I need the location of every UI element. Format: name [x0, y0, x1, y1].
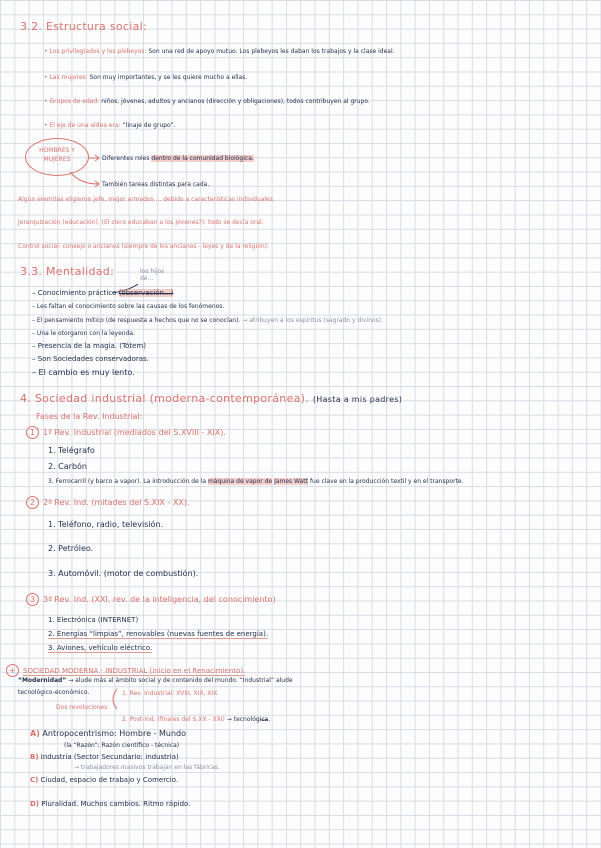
rev3-heading: 3 3ª Rev. Ind. (XXI, rev. de la inteligencia, del conocimiento)	[26, 593, 276, 606]
list-item: – Les faltan el conocimiento sobre las causas de los fenómenos.	[32, 303, 225, 310]
list-item: 3. Ferrocarril (y barco a vapor). La introducción de la máquina de vapor de James Watt fue clave en la producción textil y en el transporte.	[48, 478, 464, 485]
text-line: tecnológico-económico.	[18, 689, 90, 696]
list-item: – Son Sociedades conservadoras.	[32, 355, 149, 363]
margin-note: los hijos de...	[140, 268, 165, 282]
rev1-heading: 1 1ª Rev. Industrial (mediados del S.XVIII - XIX).	[26, 426, 226, 439]
list-item: • El eje de una aldea era: “linaje de grupo”.	[44, 122, 176, 129]
point-d: D) Pluralidad. Muchos cambios. Ritmo rápido.	[30, 800, 191, 808]
list-item: 3. Aviones, vehículo eléctrico.	[48, 644, 153, 652]
section-title-5: + SOCIEDAD MODERNA - INDUSTRIAL (inicio en el Renacimiento).	[6, 664, 245, 677]
list-item: 3. Automóvil. (motor de combustión).	[48, 569, 199, 578]
text-line: “Modernidad” → alude más al ámbito social y de contenido del mundo. “Industrial” alude	[18, 677, 293, 684]
text-line: Algún eremitas eligieron jefe, mejor armados ... debido a características individuales.	[18, 196, 275, 203]
point-a-sub: (la “Razón”: Razón científico - técnica)	[64, 742, 180, 749]
arrow-note: También tareas distintas para cada.	[102, 181, 210, 188]
list-item: – El pensamiento mítico (de respuesta a hechos que no se conocían). → atribuyen a los espíritus (sagrado y divinos).	[32, 317, 383, 324]
point-c: C) Ciudad, espacio de trabajo y Comercio.	[30, 776, 179, 784]
rev-line: 1. Rev. Industrial: XVIII, XIX, XIX	[122, 690, 218, 697]
arrow-note: Diferentes roles dentro de la comunidad biológica.	[102, 155, 254, 162]
list-item: 1. Telégrafo	[48, 446, 95, 455]
list-item: – Presencia de la magia. (Tótem)	[32, 342, 146, 350]
point-b: B) Industria (Sector Secundario: industria)	[30, 753, 179, 761]
text-line: Jerarquización (educación). (El clero educaban a los jóvenes?): todo se decía oral.	[18, 219, 264, 226]
list-item: 2. Energías “limpias”, renovables (nuevas fuentes de energía).	[48, 630, 269, 638]
section-title-3-2: 3.2. Estructura social:	[20, 20, 148, 33]
list-item: • Las mujeres: Son muy importantes, y se les quiere mucho a ellas.	[44, 74, 248, 81]
list-item: • Grupos de edad: niños, jóvenes, adultos y ancianos (dirección y obligaciones), todos contribuyen al grupo.	[44, 98, 370, 105]
section-title-3-3: 3.3. Mentalidad:	[20, 265, 115, 278]
list-item: – Conocimiento práctico (observación...)	[32, 289, 174, 297]
list-item: 1. Electrónica (INTERNET)	[48, 616, 139, 624]
fases-heading: Fases de la Rev. Industrial:	[36, 412, 143, 421]
point-a: A) Antropocentrismo: Hombre - Mundo	[30, 729, 187, 738]
rev-line: 2. Post-Ind. (finales del S.XX - XXI) → tecnológica.	[122, 716, 271, 723]
circle-label: HOMBRES Y MUJERES	[39, 147, 75, 163]
point-b-sub: → trabajadores masivos trabajan en las fábricas.	[74, 764, 220, 771]
list-item: • Los privilegiados y los plebeyos: Son una red de apoyo mutuo. Los plebeyos les daban los trabajos y la clase ideal.	[44, 48, 395, 55]
dos-revoluciones: Dos revoluciones	[56, 704, 108, 711]
text-line: Control social: consejo o ancianos (siempre de los ancianos - leyes y de la religión).	[18, 243, 269, 250]
list-item: – El cambio es muy lento.	[32, 368, 135, 377]
list-item: – Una le otorgaron con la leyenda.	[32, 330, 135, 337]
list-item: 2. Petróleo.	[48, 544, 94, 553]
list-item: 2. Carbón	[48, 462, 87, 471]
rev2-heading: 2 2ª Rev. Ind. (mitades del S.XIX - XX).	[26, 496, 190, 509]
list-item: 1. Teléfono, radio, televisión.	[48, 520, 164, 529]
section-title-4: 4. Sociedad industrial (moderna-contemporánea). (Hasta a mis padres)	[20, 392, 403, 405]
